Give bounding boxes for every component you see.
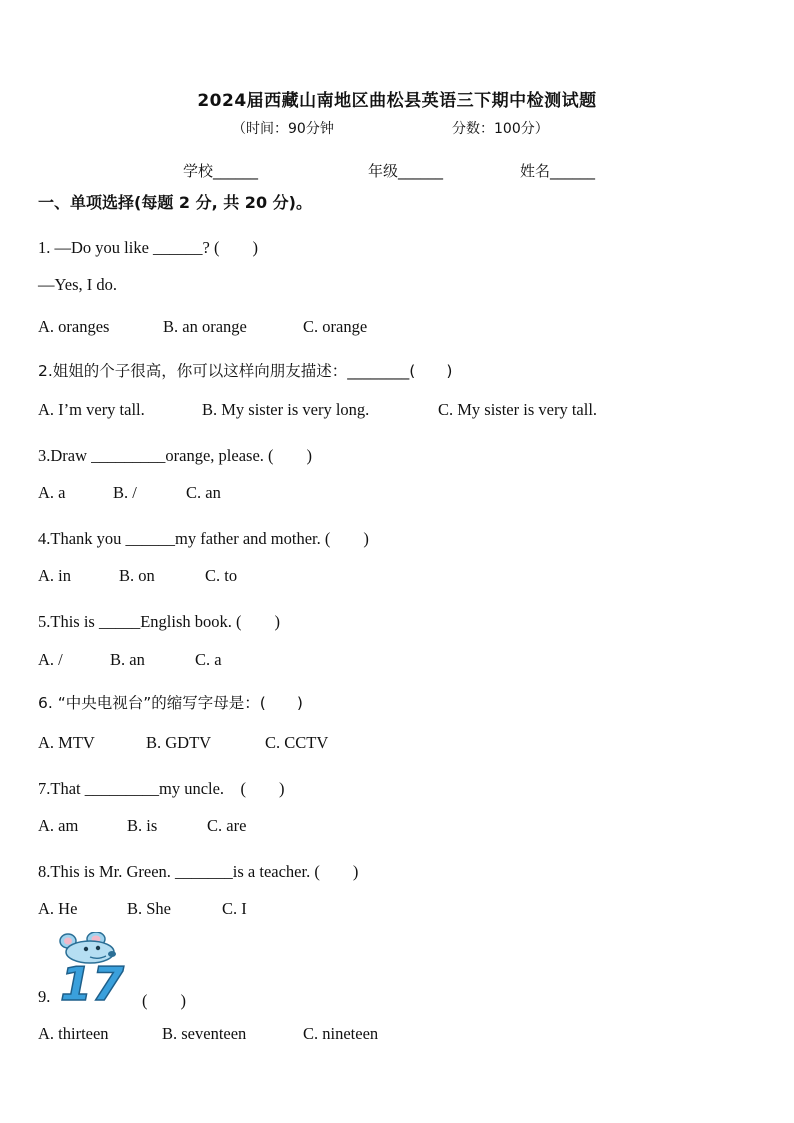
question-6-stem: 6. “中央电视台”的缩写字母是：( ) xyxy=(38,694,303,712)
question-9-stem: 9. xyxy=(38,987,51,1006)
question-9-option-b: B. seventeen xyxy=(162,1024,247,1043)
question-4-option-a: A. in xyxy=(38,566,71,585)
question-3-option-b: B. / xyxy=(113,483,137,502)
question-3-option-a: A. a xyxy=(38,483,66,502)
picture-number-label: 17 xyxy=(59,957,125,1004)
exam-time: （时间：90分钟 xyxy=(232,121,334,137)
question-2-option-a: A. I’m very tall. xyxy=(38,400,145,419)
question-4-option-b: B. on xyxy=(119,566,155,585)
question-4-stem: 4.Thank you ______my father and mother. ( ) xyxy=(38,529,369,548)
question-8-option-a: A. He xyxy=(38,899,78,918)
school-field: 学校______ xyxy=(183,162,259,180)
question-1-option-a: A. oranges xyxy=(38,317,110,336)
question-6-option-a: A. MTV xyxy=(38,733,95,752)
question-5-option-c: C. a xyxy=(195,650,222,669)
question-7-option-b: B. is xyxy=(127,816,158,835)
question-1-answer-line: —Yes, I do. xyxy=(38,275,118,294)
question-5-option-a: A. / xyxy=(38,650,63,669)
question-4-option-c: C. to xyxy=(205,566,238,585)
question-1-option-c: C. orange xyxy=(303,317,368,336)
question-8-option-b: B. She xyxy=(127,899,172,918)
question-3-stem: 3.Draw _________orange, please. ( ) xyxy=(38,446,313,465)
question-9-blank: ( ) xyxy=(142,991,186,1010)
section-heading: 一、单项选择(每题 2 分, 共 20 分)。 xyxy=(38,193,312,212)
question-9-option-c: C. nineteen xyxy=(303,1024,379,1043)
question-8-option-c: C. I xyxy=(222,899,247,918)
question-5-stem: 5.This is _____English book. ( ) xyxy=(38,612,280,631)
page-title: 2024届西藏山南地区曲松县英语三下期中检测试题 xyxy=(197,91,597,111)
question-5-option-b: B. an xyxy=(110,650,145,669)
question-7-option-c: C. are xyxy=(207,816,247,835)
name-field: 姓名______ xyxy=(520,162,596,180)
question-9-option-a: A. thirteen xyxy=(38,1024,109,1043)
question-7-stem: 7.That _________my uncle. ( ) xyxy=(38,779,285,798)
question-3-option-c: C. an xyxy=(186,483,221,502)
question-1-option-b: B. an orange xyxy=(163,317,247,336)
question-1-stem: 1. —Do you like ______? ( ) xyxy=(38,238,258,257)
question-2-stem: 2.姐姐的个子很高，你可以这样向朋友描述：________( ) xyxy=(38,362,453,380)
question-7-option-a: A. am xyxy=(38,816,79,835)
question-6-option-b: B. GDTV xyxy=(146,733,212,752)
mouse-seventeen-picture xyxy=(50,932,136,1004)
question-8-stem: 8.This is Mr. Green. _______is a teacher. ( ) xyxy=(38,862,359,881)
grade-field: 年级______ xyxy=(368,162,444,180)
question-6-option-c: C. CCTV xyxy=(265,733,329,752)
question-2-option-c: C. My sister is very tall. xyxy=(438,400,598,419)
question-2-option-b: B. My sister is very long. xyxy=(202,400,370,419)
exam-score: 分数：100分） xyxy=(452,121,549,137)
